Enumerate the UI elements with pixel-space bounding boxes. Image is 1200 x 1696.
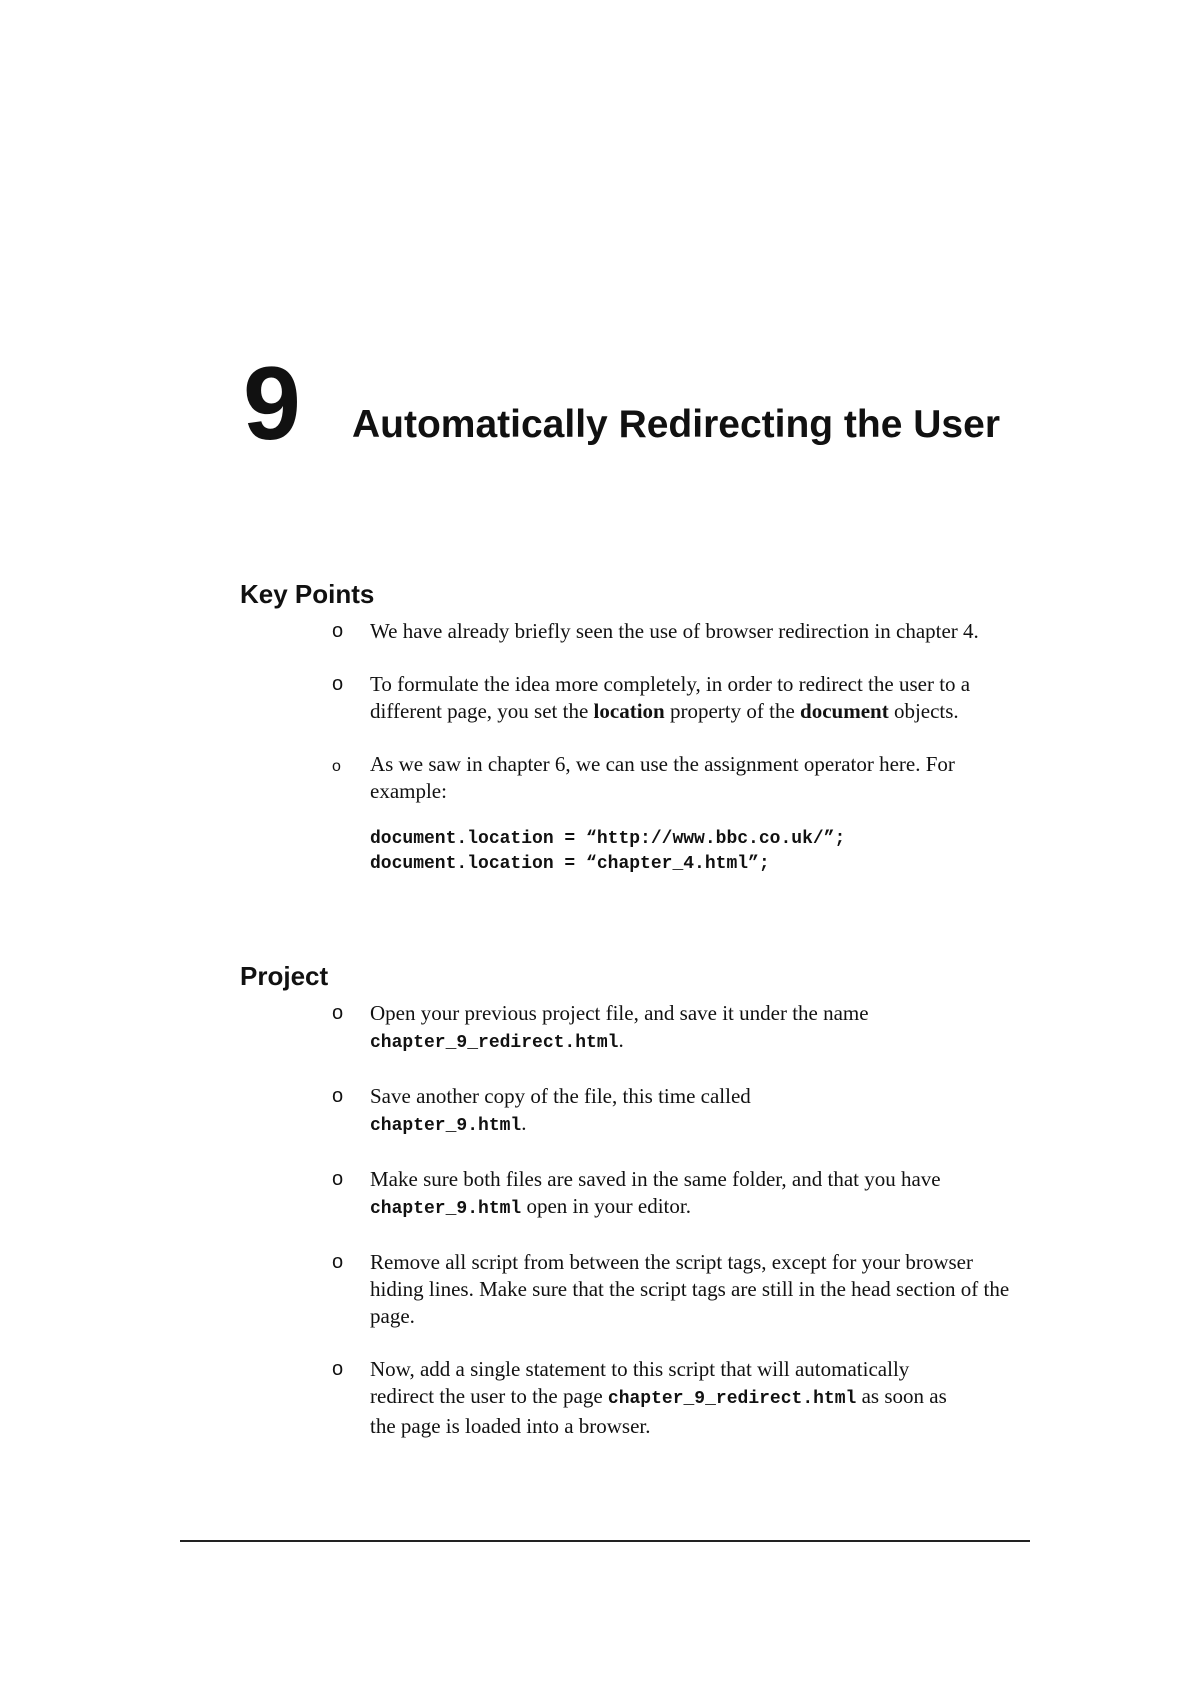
list-item-text: Make sure both files are saved in the same folder, and that you have (370, 1167, 941, 1191)
code-example (370, 827, 982, 877)
bullet-marker: o (332, 620, 344, 642)
location-keyword: location (593, 699, 665, 723)
list-item-text: To formulate the idea more completely, in order to redirect the user to a different page, you set the (370, 672, 971, 723)
bullet-marker: o (332, 673, 344, 695)
footer-rule (180, 1540, 1030, 1542)
list-item-text: Remove all script from between the script tags, except for your browser hiding lines. Make sure that the script tags are still in the head section of the page. (370, 1250, 1010, 1328)
list-item (332, 1083, 1012, 1140)
bullet-marker: o (332, 1251, 344, 1273)
chapter-title: Automatically Redirecting the User (352, 403, 1000, 446)
list-item-text: . (521, 1111, 527, 1135)
list-item-text: objects. (888, 699, 959, 723)
list-item (332, 1000, 1012, 1057)
list-item (332, 751, 1012, 877)
file-name: chapter_9.html (370, 1116, 522, 1136)
file-name: chapter_9_redirect.html (607, 1389, 857, 1409)
project-heading: Project (240, 961, 329, 991)
file-name: chapter_9_redirect.html (370, 1033, 619, 1053)
list-item (332, 671, 1012, 725)
list-item (332, 1166, 1012, 1223)
list-item-text: property of the (664, 699, 801, 723)
bullet-marker: o (332, 1085, 344, 1107)
code-line: document.location = “http://www.bbc.co.uk/”; (370, 829, 846, 849)
file-name: chapter_9.html (370, 1199, 522, 1219)
list-item-text: As we saw in chapter 6, we can use the assignment operator here. For example: (370, 752, 955, 803)
list-item-text: Save another copy of the file, this time called (370, 1084, 751, 1108)
list-item-text: open in your editor. (521, 1194, 691, 1218)
list-item-text: We have already briefly seen the use of browser redirection in chapter 4. (370, 619, 979, 643)
bullet-marker: o (332, 758, 341, 775)
bullet-marker: o (332, 1002, 344, 1024)
key-points-list (332, 618, 1012, 903)
bullet-marker: o (332, 1358, 344, 1380)
list-item-text: as soon as the page is loaded into a browser. (370, 1384, 947, 1438)
list-item (332, 1356, 1012, 1440)
list-item (332, 1249, 1012, 1330)
key-points-heading: Key Points (240, 579, 375, 609)
document-keyword: document (800, 699, 889, 723)
bullet-marker: o (332, 1168, 344, 1190)
project-list (332, 1000, 1012, 1466)
code-line: document.location = “chapter_4.html”; (370, 854, 770, 874)
list-item (332, 618, 1012, 645)
list-item-text: Now, add a single statement to this script that will automatically redirect the user to the page (370, 1357, 910, 1408)
list-item-text: Open your previous project file, and save it under the name (370, 1001, 869, 1025)
chapter-number: 9 (243, 346, 301, 462)
list-item-text: . (618, 1028, 624, 1052)
